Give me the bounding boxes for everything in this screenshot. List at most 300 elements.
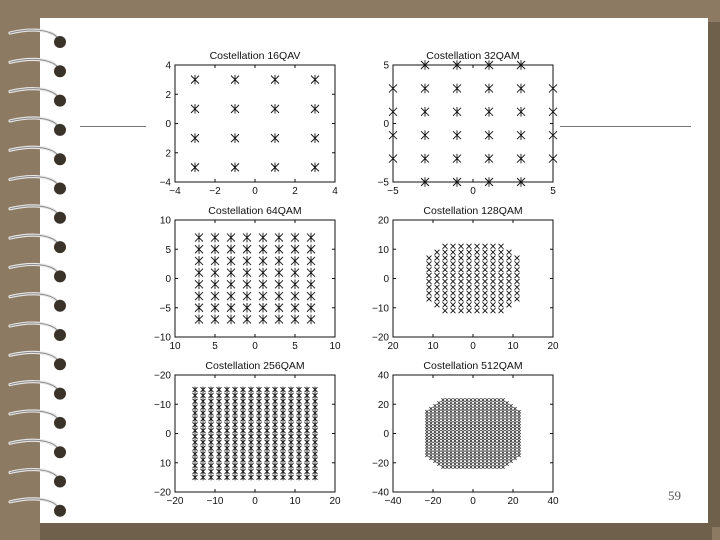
- constellation-point: [507, 273, 512, 278]
- constellation-point: [281, 457, 286, 463]
- constellation-point: [445, 451, 448, 454]
- constellation-point: [481, 433, 484, 436]
- x-tick-label: 5: [292, 341, 298, 352]
- constellation-point: [509, 422, 512, 425]
- constellation-point: [491, 261, 496, 266]
- constellation-point: [513, 407, 516, 410]
- constellation-point: [249, 474, 254, 480]
- constellation-point: [451, 297, 456, 302]
- constellation-point: [225, 474, 230, 480]
- constellation-point: [273, 428, 278, 434]
- constellation-point: [265, 428, 270, 434]
- constellation-point: [465, 451, 468, 454]
- constellation-point: [477, 439, 480, 442]
- constellation-point: [513, 445, 516, 448]
- constellation-point: [243, 291, 251, 301]
- constellation-point: [217, 457, 222, 463]
- constellation-point: [497, 430, 500, 433]
- constellation-point: [313, 404, 318, 410]
- constellation-point: [441, 404, 444, 407]
- constellation-point: [257, 428, 262, 434]
- constellation-point: [459, 285, 464, 290]
- constellation-point: [257, 404, 262, 410]
- constellation-point: [289, 439, 294, 445]
- constellation-point: [499, 279, 504, 284]
- constellation-point: [483, 279, 488, 284]
- constellation-point: [231, 104, 239, 114]
- constellation-point: [513, 457, 516, 460]
- constellation-point: [477, 425, 480, 428]
- constellation-point: [465, 413, 468, 416]
- constellation-point: [201, 416, 206, 422]
- constellation-point: [477, 413, 480, 416]
- constellation-point: [453, 404, 456, 407]
- constellation-point: [459, 291, 464, 296]
- constellation-point: [457, 428, 460, 431]
- constellation-point: [517, 428, 520, 431]
- constellation-point: [305, 398, 310, 404]
- y-tick-label: 10: [159, 215, 171, 227]
- constellation-point: [195, 244, 203, 254]
- constellation-point: [461, 398, 464, 401]
- constellation-point: [497, 398, 500, 401]
- constellation-point: [499, 273, 504, 278]
- constellation-point: [445, 401, 448, 404]
- constellation-point: [449, 445, 452, 448]
- constellation-point: [483, 244, 488, 249]
- constellation-point: [457, 442, 460, 445]
- constellation-point: [453, 445, 456, 448]
- constellation-point: [461, 413, 464, 416]
- constellation-point: [225, 451, 230, 457]
- constellation-point: [427, 261, 432, 266]
- constellation-point: [211, 233, 219, 243]
- constellation-point: [441, 451, 444, 454]
- constellation-point: [451, 279, 456, 284]
- y-tick-label: 10: [377, 244, 389, 256]
- constellation-point: [273, 445, 278, 451]
- constellation-point: [451, 273, 456, 278]
- constellation-point: [281, 451, 286, 457]
- plot-frame: [175, 65, 335, 182]
- constellation-point: [457, 433, 460, 436]
- constellation-point: [193, 439, 198, 445]
- constellation-point: [311, 104, 319, 114]
- constellation-point: [509, 457, 512, 460]
- constellation-point: [477, 401, 480, 404]
- constellation-point: [425, 422, 428, 425]
- constellation-point: [227, 244, 235, 254]
- chart-title: Costellation 512QAM: [423, 360, 523, 372]
- constellation-point: [465, 425, 468, 428]
- constellation-point: [433, 428, 436, 431]
- constellation-point: [217, 398, 222, 404]
- constellation-point: [289, 410, 294, 416]
- x-tick-label: 5: [212, 341, 218, 352]
- constellation-point: [201, 445, 206, 451]
- constellation-point: [493, 454, 496, 457]
- constellation-point: [281, 463, 286, 469]
- constellation-point: [509, 439, 512, 442]
- constellation-point: [465, 466, 468, 469]
- constellation-point: [497, 454, 500, 457]
- constellation-point: [265, 463, 270, 469]
- constellation-point: [441, 457, 444, 460]
- x-tick-label: 20: [329, 496, 341, 507]
- constellation-point: [433, 457, 436, 460]
- constellation-point: [465, 398, 468, 401]
- constellation-point: [437, 460, 440, 463]
- constellation-point: [265, 422, 270, 428]
- constellation-point: [497, 413, 500, 416]
- constellation-point: [457, 436, 460, 439]
- constellation-point: [453, 413, 456, 416]
- constellation-point: [461, 428, 464, 431]
- constellation-point: [433, 413, 436, 416]
- constellation-point: [307, 315, 315, 325]
- constellation-point: [425, 428, 428, 431]
- constellation-point: [307, 256, 315, 266]
- constellation-point: [517, 448, 520, 451]
- constellation-point: [485, 107, 493, 117]
- constellation-point: [497, 457, 500, 460]
- constellation-points: [193, 387, 318, 481]
- constellation-point: [217, 416, 222, 422]
- constellation-point: [425, 436, 428, 439]
- constellation-point: [505, 410, 508, 413]
- constellation-point: [193, 410, 198, 416]
- constellation-point: [265, 404, 270, 410]
- constellation-point: [481, 410, 484, 413]
- constellation-point: [497, 433, 500, 436]
- constellation-point: [429, 442, 432, 445]
- constellation-point: [201, 398, 206, 404]
- constellation-point: [461, 463, 464, 466]
- constellation-point: [469, 466, 472, 469]
- constellation-point: [313, 469, 318, 475]
- y-tick-label: 5: [165, 244, 171, 256]
- constellation-point: [469, 407, 472, 410]
- constellation-point: [485, 428, 488, 431]
- constellation-point: [489, 416, 492, 419]
- constellation-point: [441, 416, 444, 419]
- constellation-point: [441, 436, 444, 439]
- constellation-point: [445, 410, 448, 413]
- constellation-point: [281, 393, 286, 399]
- constellation-point: [505, 442, 508, 445]
- constellation-point: [243, 315, 251, 325]
- constellation-point: [289, 398, 294, 404]
- constellation-point: [509, 433, 512, 436]
- constellation-point: [429, 454, 432, 457]
- constellation-point: [311, 75, 319, 85]
- constellation-point: [429, 422, 432, 425]
- constellation-point: [259, 315, 267, 325]
- constellation-point: [465, 422, 468, 425]
- constellation-point: [481, 428, 484, 431]
- constellation-point: [445, 460, 448, 463]
- constellation-points: [425, 398, 520, 468]
- constellation-point: [473, 454, 476, 457]
- constellation-point: [477, 410, 480, 413]
- constellation-point: [271, 75, 279, 85]
- constellation-point: [275, 244, 283, 254]
- x-tick-label: −10: [206, 496, 224, 507]
- constellation-point: [425, 410, 428, 413]
- constellation-point: [481, 419, 484, 422]
- constellation-point: [433, 404, 436, 407]
- constellation-point: [457, 463, 460, 466]
- constellation-point: [469, 460, 472, 463]
- constellation-point: [427, 285, 432, 290]
- constellation-point: [233, 416, 238, 422]
- constellation-point: [305, 410, 310, 416]
- constellation-point: [485, 401, 488, 404]
- constellation-point: [453, 84, 461, 94]
- constellation-point: [483, 261, 488, 266]
- constellation-point: [313, 474, 318, 480]
- constellation-point: [273, 416, 278, 422]
- constellation-point: [217, 404, 222, 410]
- constellation-point: [449, 439, 452, 442]
- constellation-point: [453, 463, 456, 466]
- constellation-point: [505, 413, 508, 416]
- constellation-point: [493, 413, 496, 416]
- constellation-point: [305, 457, 310, 463]
- x-tick-label: 10: [289, 496, 301, 507]
- constellation-point: [437, 430, 440, 433]
- constellation-point: [217, 433, 222, 439]
- constellation-point: [515, 261, 520, 266]
- constellation-point: [233, 469, 238, 475]
- constellation-point: [445, 422, 448, 425]
- constellation-point: [437, 454, 440, 457]
- constellation-point: [297, 387, 302, 393]
- constellation-point: [273, 404, 278, 410]
- x-tick-label: 0: [470, 496, 476, 507]
- constellation-point: [441, 442, 444, 445]
- x-tick-label: 0: [252, 496, 258, 507]
- constellation-point: [469, 425, 472, 428]
- constellation-point: [437, 416, 440, 419]
- constellation-point: [505, 425, 508, 428]
- constellation-point: [465, 442, 468, 445]
- constellation-point: [515, 285, 520, 290]
- constellation-point: [435, 302, 440, 307]
- constellation-point: [211, 256, 219, 266]
- constellation-point: [273, 439, 278, 445]
- constellation-point: [437, 463, 440, 466]
- constellation-point: [475, 291, 480, 296]
- constellation-point: [441, 401, 444, 404]
- constellation-point: [193, 393, 198, 399]
- constellation-point: [433, 430, 436, 433]
- constellation-point: [549, 130, 557, 140]
- constellation-point: [501, 404, 504, 407]
- constellation-point: [475, 261, 480, 266]
- constellation-point: [249, 445, 254, 451]
- constellation-point: [201, 428, 206, 434]
- y-tick-label: 0: [383, 429, 389, 440]
- constellation-point: [225, 469, 230, 475]
- constellation-point: [477, 407, 480, 410]
- constellation-point: [489, 442, 492, 445]
- constellation-point: [445, 439, 448, 442]
- constellation-point: [493, 442, 496, 445]
- constellation-point: [453, 433, 456, 436]
- constellation-point: [289, 387, 294, 393]
- constellation-point: [453, 442, 456, 445]
- constellation-point: [241, 469, 246, 475]
- constellation-point: [497, 422, 500, 425]
- constellation-point: [443, 291, 448, 296]
- constellation-point: [275, 303, 283, 313]
- constellation-point: [191, 104, 199, 114]
- constellation-point: [473, 404, 476, 407]
- constellation-point: [227, 303, 235, 313]
- constellation-point: [453, 454, 456, 457]
- constellation-point: [497, 436, 500, 439]
- constellation-point: [313, 393, 318, 399]
- constellation-point: [195, 268, 203, 278]
- constellation-point: [217, 469, 222, 475]
- constellation-point: [217, 439, 222, 445]
- y-tick-label: −20: [154, 370, 171, 382]
- constellation-point: [233, 445, 238, 451]
- y-tick-label: 4: [165, 60, 171, 72]
- constellation-point: [443, 261, 448, 266]
- constellation-point: [233, 428, 238, 434]
- constellation-point: [489, 445, 492, 448]
- constellation-point: [227, 280, 235, 290]
- constellation-point: [477, 433, 480, 436]
- constellation-point: [473, 439, 476, 442]
- constellation-point: [457, 401, 460, 404]
- x-tick-label: 10: [427, 341, 439, 352]
- y-tick-label: 5: [383, 60, 389, 72]
- constellation-point: [473, 463, 476, 466]
- constellation-point: [435, 279, 440, 284]
- constellation-point: [467, 308, 472, 313]
- constellation-point: [195, 256, 203, 266]
- constellation-point: [453, 416, 456, 419]
- constellation-point: [297, 393, 302, 399]
- constellation-point: [457, 416, 460, 419]
- constellation-point: [457, 419, 460, 422]
- x-tick-label: 10: [507, 341, 519, 352]
- y-tick-label: 0: [165, 119, 171, 130]
- constellation-point: [211, 291, 219, 301]
- constellation-point: [473, 416, 476, 419]
- constellation-point: [469, 419, 472, 422]
- constellation-point: [265, 387, 270, 393]
- constellation-point: [265, 416, 270, 422]
- constellation-point: [453, 422, 456, 425]
- constellation-point: [273, 387, 278, 393]
- constellation-point: [509, 454, 512, 457]
- constellation-point: [259, 233, 267, 243]
- constellation-point: [483, 267, 488, 272]
- constellation-point: [307, 244, 315, 254]
- constellation-point: [473, 442, 476, 445]
- constellation-point: [549, 84, 557, 94]
- constellation-point: [429, 457, 432, 460]
- constellation-point: [425, 454, 428, 457]
- constellation-point: [227, 256, 235, 266]
- constellation-point: [469, 410, 472, 413]
- constellation-point: [313, 428, 318, 434]
- constellation-point: [461, 433, 464, 436]
- constellation-point: [461, 442, 464, 445]
- constellation-point: [509, 410, 512, 413]
- constellation-point: [297, 398, 302, 404]
- constellation-point: [421, 107, 429, 117]
- constellation-point: [505, 463, 508, 466]
- constellation-point: [451, 256, 456, 261]
- constellation-point: [491, 256, 496, 261]
- constellation-point: [211, 315, 219, 325]
- constellation-point: [225, 422, 230, 428]
- constellation-point: [465, 407, 468, 410]
- x-tick-label: −20: [166, 496, 184, 507]
- constellation-point: [257, 463, 262, 469]
- constellation-point: [273, 398, 278, 404]
- constellation-point: [509, 448, 512, 451]
- constellation-point: [469, 416, 472, 419]
- constellation-point: [273, 469, 278, 475]
- constellation-point: [481, 430, 484, 433]
- constellation-point: [507, 302, 512, 307]
- constellation-point: [469, 445, 472, 448]
- y-tick-label: −4: [159, 177, 171, 189]
- constellation-point: [225, 457, 230, 463]
- constellation-point: [193, 463, 198, 469]
- constellation-point: [289, 428, 294, 434]
- y-tick-label: −5: [159, 303, 171, 315]
- constellation-point: [297, 451, 302, 457]
- constellation-point: [485, 454, 488, 457]
- constellation-point: [505, 419, 508, 422]
- constellation-point: [509, 428, 512, 431]
- constellation-point: [209, 416, 214, 422]
- constellation-point: [273, 463, 278, 469]
- constellation-point: [437, 407, 440, 410]
- constellation-point: [467, 285, 472, 290]
- constellation-point: [485, 425, 488, 428]
- constellation-point: [493, 445, 496, 448]
- constellation-point: [265, 469, 270, 475]
- constellation-point: [501, 439, 504, 442]
- constellation-point: [469, 454, 472, 457]
- constellation-point: [485, 442, 488, 445]
- constellation-point: [505, 436, 508, 439]
- constellation-point: [501, 463, 504, 466]
- constellation-point: [467, 261, 472, 266]
- constellation-point: [513, 430, 516, 433]
- constellation-point: [497, 445, 500, 448]
- constellation-point: [501, 454, 504, 457]
- constellation-point: [443, 273, 448, 278]
- constellation-point: [459, 302, 464, 307]
- constellation-point: [491, 250, 496, 255]
- x-tick-label: 0: [470, 186, 476, 197]
- constellation-point: [433, 436, 436, 439]
- constellation-point: [201, 433, 206, 439]
- constellation-point: [305, 433, 310, 439]
- constellation-point: [477, 466, 480, 469]
- y-tick-label: 20: [377, 215, 389, 227]
- constellation-point: [449, 457, 452, 460]
